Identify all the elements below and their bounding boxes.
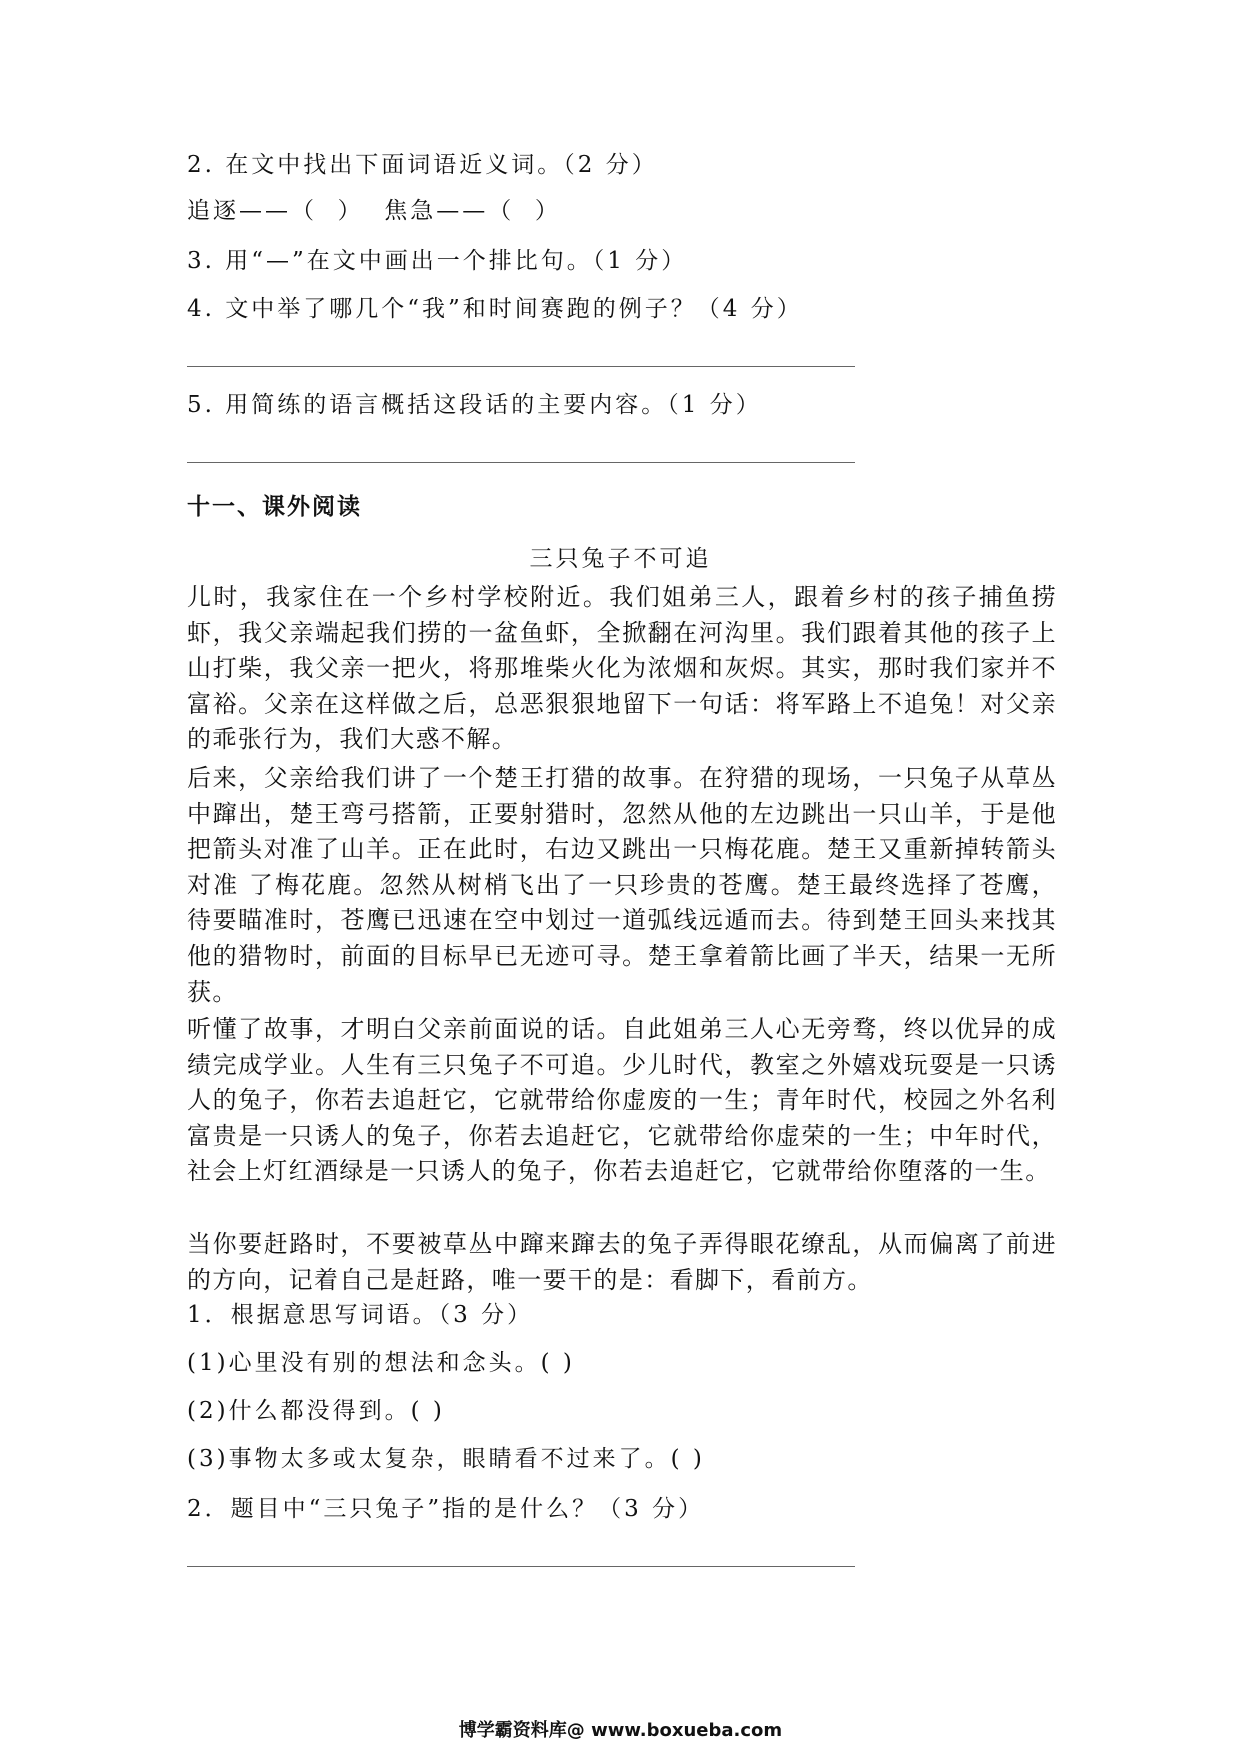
answer-line[interactable] (187, 1566, 855, 1567)
question-2: 2. 在文中找出下面词语近义词。（2 分） (187, 152, 658, 178)
paragraph-1: 儿时，我家住在一个乡村学校附近。我们姐弟三人，跟着乡村的孩子捕鱼捞虾，我父亲端起我们捞的一盆鱼虾，全掀翻在河沟里。我们跟着其他的孩子上山打柴，我父亲一把火，将那堆柴火化为浓烟和灰烬。其实，那时我们家并不富裕。父亲在这样做之后，总恶狠狠地留下一句话：将军路上不追兔！对父亲的乖张行为，我们大惑不解。 (187, 583, 1057, 754)
paragraph-3: 听懂了故事，才明白父亲前面说的话。自此姐弟三人心无旁骛，终以优异的成绩完成学业。人生有三只兔子不可追。少儿时代，教室之外嬉戏玩耍是一只诱人的兔子，你若去追赶它，它就带给你虚废的一生；青年时代，校园之外名利富贵是一只诱人的兔子，你若去追赶它，它就带给你虚荣的一生；中年时代，社会上灯红酒绿是一只诱人的兔子，你若去追赶它，它就带给你堕落的一生。 (187, 1015, 1057, 1186)
reading-question-1-1: (1)心里没有别的想法和念头。( ) (187, 1350, 575, 1376)
reading-question-2: 2．题目中“三只兔子”指的是什么？（3 分） (187, 1496, 705, 1522)
question-5: 5. 用简练的语言概括这段话的主要内容。（1 分） (187, 392, 762, 418)
question-3: 3. 用“—”在文中画出一个排比句。（1 分） (187, 248, 688, 274)
section-title: 十一、课外阅读 (187, 494, 362, 520)
footer-watermark: 博学霸资料库@ www.boxueba.com (458, 1720, 783, 1741)
reading-question-1-2: (2)什么都没得到。( ) (187, 1398, 445, 1424)
answer-line[interactable] (187, 366, 855, 367)
question-2-blanks: 追逐——（ ） 焦急——（ ） (187, 198, 561, 224)
answer-line[interactable] (187, 462, 855, 463)
paragraph-2: 后来，父亲给我们讲了一个楚王打猎的故事。在狩猎的现场，一只兔子从草丛中蹿出，楚王弯弓搭箭，正要射猎时，忽然从他的左边跳出一只山羊，于是他把箭头对准了山羊。正在此时，右边又跳出一只梅花鹿。楚王又重新掉转箭头对准 了梅花鹿。忽然从树梢飞出了一只珍贵的苍鹰。楚王最终选择了苍鹰，待要瞄准时，苍鹰已迅速在空中划过一道弧线远遁而去。待到楚王回头来找其他的猎物时，前面的目标早已无迹可寻。楚王拿着箭比画了半天，结果一无所获。 (187, 764, 1057, 1006)
reading-question-1: 1．根据意思写词语。（3 分） (187, 1302, 534, 1328)
question-4: 4. 文中举了哪几个“我”和时间赛跑的例子？（4 分） (187, 296, 803, 322)
reading-question-1-3: (3)事物太多或太复杂，眼睛看不过来了。( ) (187, 1446, 705, 1472)
paragraph-4: 当你要赶路时，不要被草丛中蹿来蹿去的兔子弄得眼花缭乱，从而偏离了前进的方向，记着自己是赶路，唯一要干的是：看脚下，看前方。 (187, 1230, 1057, 1294)
story-title: 三只兔子不可追 (529, 546, 712, 572)
